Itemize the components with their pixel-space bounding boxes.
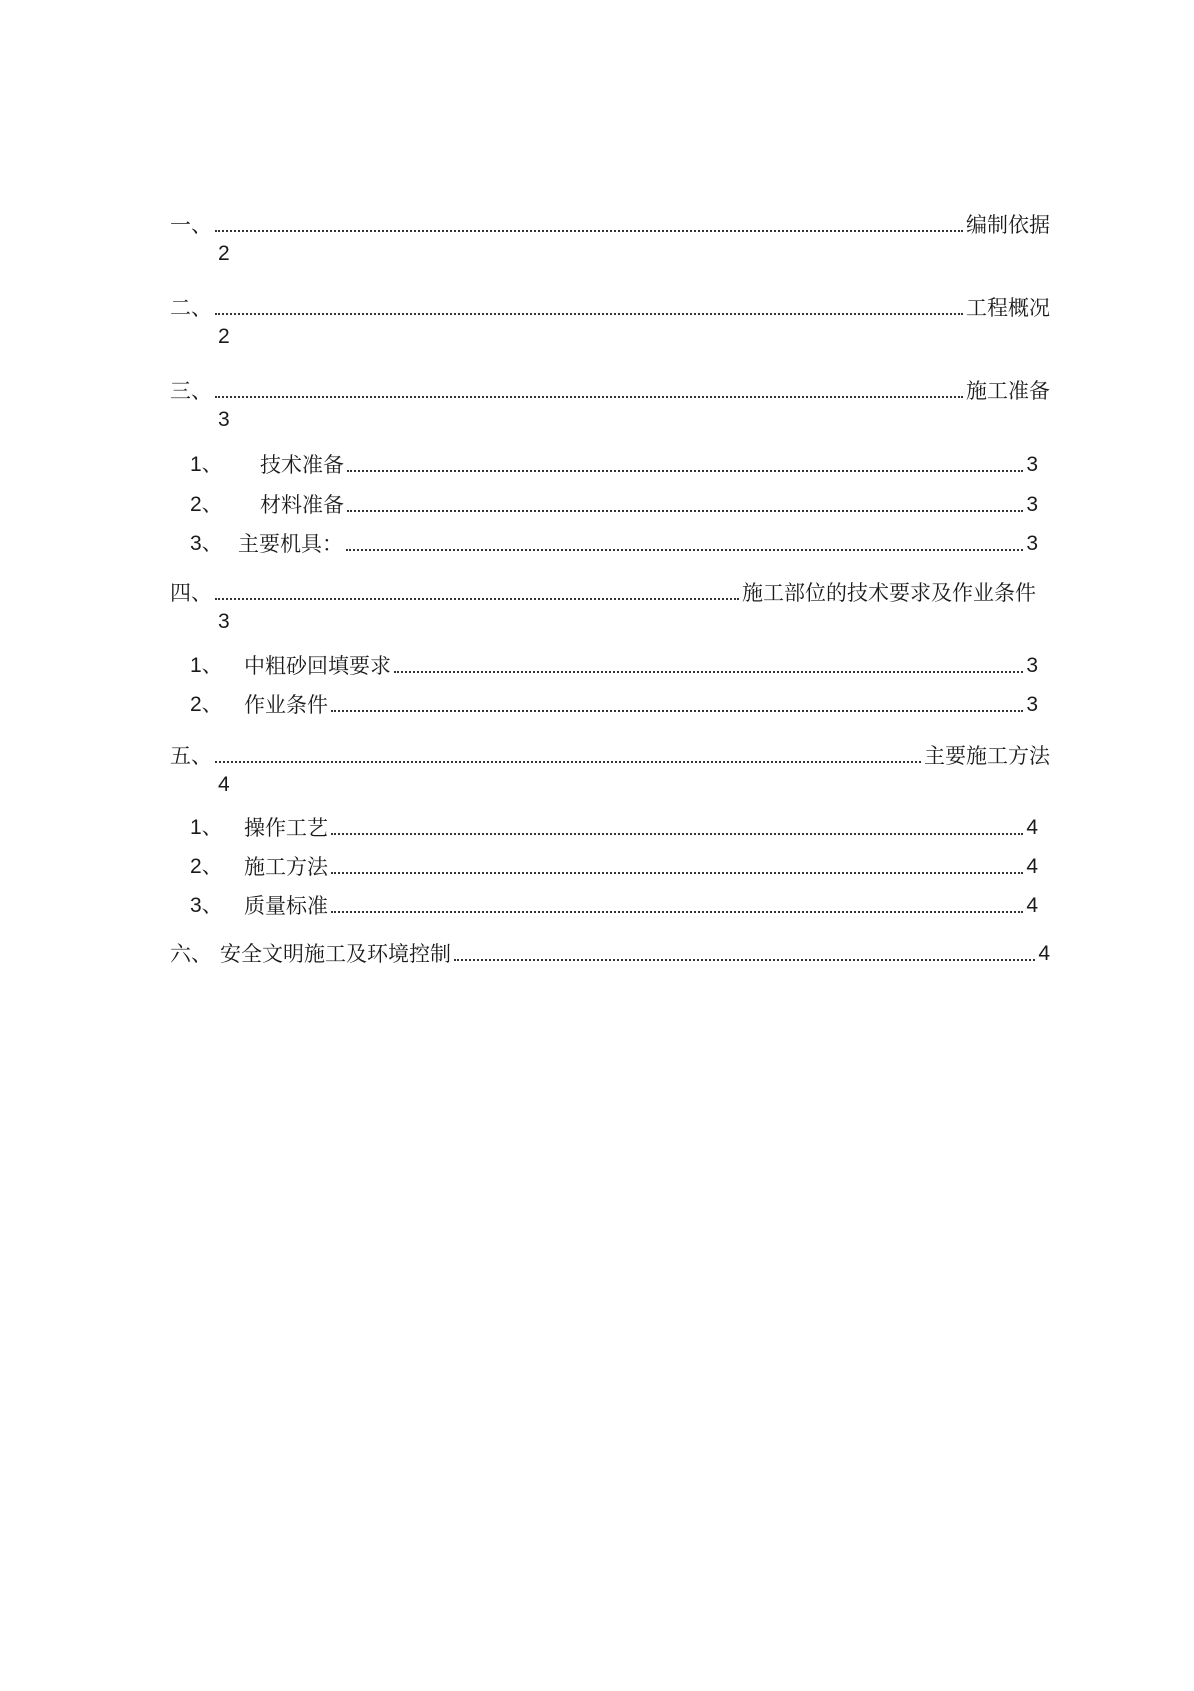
toc-entry-page: 4: [1038, 942, 1050, 965]
toc-entry-page: 3: [218, 610, 230, 633]
toc-entry-title: 编制依据: [966, 213, 1050, 237]
toc-entry-title: 操作工艺: [244, 816, 328, 840]
toc-entry-title: 施工部位的技术要求及作业条件: [742, 581, 1036, 605]
toc-entry-title: 主要机具：: [238, 532, 343, 556]
dot-leader: [215, 396, 963, 398]
dot-leader: [331, 872, 1023, 874]
toc-entry-title: 中粗砂回填要求: [244, 654, 391, 678]
toc-entry-page: 3: [218, 408, 230, 431]
toc-subentry-3-3[interactable]: [190, 527, 1038, 557]
toc-entry-title: 主要施工方法: [924, 744, 1050, 768]
toc-subentry-4-1[interactable]: [190, 649, 1038, 679]
toc-entry-number: 2、: [190, 693, 223, 716]
toc-entry-2[interactable]: [170, 291, 1050, 321]
dot-leader: [454, 959, 1035, 961]
toc-subentry-5-3[interactable]: [190, 889, 1038, 919]
toc-entry-number: 2、: [190, 493, 223, 516]
toc-subentry-5-1[interactable]: [190, 811, 1038, 841]
toc-entry-number: 一、: [170, 213, 212, 237]
toc-entry-1[interactable]: [170, 208, 1050, 238]
toc-entry-page: 4: [1026, 855, 1038, 878]
toc-entry-title: 安全文明施工及环境控制: [220, 942, 451, 966]
toc-entry-title: 质量标准: [244, 894, 328, 918]
dot-leader: [331, 710, 1023, 712]
toc-entry-number: 2、: [190, 855, 223, 878]
toc-entry-number: 二、: [170, 296, 212, 320]
toc-entry-page: 2: [218, 325, 230, 348]
dot-leader: [215, 313, 963, 315]
toc-entry-number: 四、: [170, 581, 212, 605]
toc-entry-number: 3、: [190, 894, 223, 917]
toc-entry-page: 4: [218, 773, 230, 796]
toc-subentry-5-2[interactable]: [190, 850, 1038, 880]
dot-leader: [347, 510, 1023, 512]
toc-entry-title: 技术准备: [260, 453, 344, 477]
toc-entry-number: 五、: [170, 744, 212, 768]
toc-entry-title: 施工方法: [244, 855, 328, 879]
dot-leader: [215, 230, 963, 232]
toc-entry-page: 4: [1026, 894, 1038, 917]
dot-leader: [346, 549, 1023, 551]
toc-entry-number: 三、: [170, 379, 212, 403]
toc-entry-number: 1、: [190, 453, 223, 476]
toc-entry-5[interactable]: [170, 739, 1050, 769]
toc-entry-page: 3: [1026, 493, 1038, 516]
toc-entry-page: 2: [218, 242, 230, 265]
toc-subentry-3-1[interactable]: [190, 448, 1038, 478]
toc-subentry-3-2[interactable]: [190, 488, 1038, 518]
toc-entry-page: 3: [1026, 693, 1038, 716]
toc-entry-page: 3: [1026, 532, 1038, 555]
toc-entry-title: 工程概况: [966, 296, 1050, 320]
toc-entry-3[interactable]: [170, 374, 1050, 404]
dot-leader: [331, 833, 1023, 835]
toc-entry-number: 六、: [170, 942, 212, 966]
dot-leader: [331, 911, 1023, 913]
toc-entry-page: 3: [1026, 654, 1038, 677]
dot-leader: [215, 761, 921, 763]
toc-subentry-4-2[interactable]: [190, 688, 1038, 718]
toc-entry-number: 3、: [190, 532, 223, 555]
toc-entry-4[interactable]: [170, 576, 1036, 606]
dot-leader: [215, 598, 739, 600]
toc-entry-title: 施工准备: [966, 379, 1050, 403]
dot-leader: [394, 671, 1023, 673]
toc-entry-title: 材料准备: [260, 493, 344, 517]
toc-entry-number: 1、: [190, 816, 223, 839]
toc-entry-page: 4: [1026, 816, 1038, 839]
toc-entry-6[interactable]: [170, 937, 1050, 967]
dot-leader: [347, 470, 1023, 472]
toc-entry-number: 1、: [190, 654, 223, 677]
toc-entry-title: 作业条件: [244, 693, 328, 717]
toc-entry-page: 3: [1026, 453, 1038, 476]
